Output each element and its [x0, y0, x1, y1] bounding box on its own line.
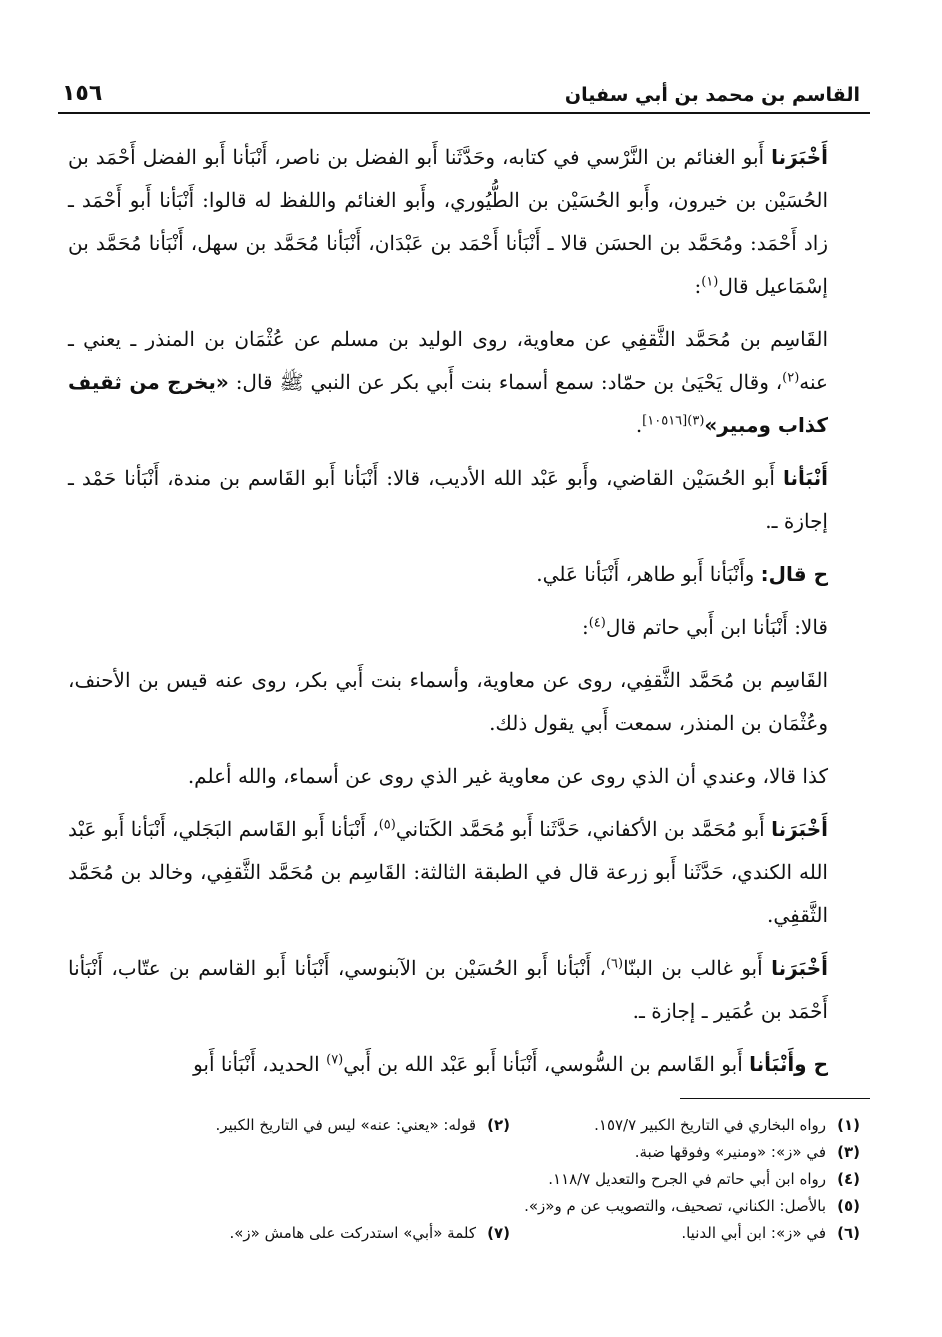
- footnote-number: (٦): [837, 1224, 860, 1242]
- page-number: ١٥٦: [62, 81, 103, 106]
- footnote-divider: [680, 1098, 870, 1099]
- paragraph-text: قالا: أَنْبَأنا ابن أَبي حاتم قال: [605, 615, 828, 639]
- paragraph-text: أَبو الحُسَيْن القاضي، وأَبو عَبْد الله الأديب، قالا: أَنْبَأنا أَبو القَاسم بن مندة، أَنْبَأنا حَمْد ـ إجازة ـ.: [68, 466, 828, 533]
- paragraph-lead: ح وأَنْبَأنا: [749, 1052, 828, 1076]
- paragraph-tail: .: [635, 413, 643, 437]
- footnote-row: [70, 1166, 860, 1193]
- footnote-text: قوله: «يعني: عنه» ليس في التاريخ الكبير.: [215, 1116, 476, 1134]
- footnote-number: (٥): [837, 1197, 860, 1215]
- paragraph-text: أَبو الغنائم بن النَّرْسي في كتابه، وحَدَّثَنا أَبو الفضل بن ناصر، أَنْبَأنا أَبو الفضل أَحْمَد بن الحُسَيْن بن خيرون، وأَبو الحُسَيْن بن الطُّيُوري، وأَبو الغنائم واللفظ له قالوا: أَنْبَأنا أَبو أَحْمَد ـ زاد أَحْمَد: ومُحَمَّد بن الحسَن قالا ـ أَنْبَأنا أَحْمَد بن عَبْدَان، أَنْبَأنا مُحَمَّد بن سهل، أَنْبَأنا مُحَمَّد بن إسْمَاعيل قال: [68, 145, 828, 298]
- footnote-6: [510, 1220, 860, 1247]
- running-head: [58, 70, 870, 114]
- paragraph-text-continued: ، أَنْبَأنا أَبو القَاسم البَجَلي، أَنْبَأنا أَبو عَبْد الله الكندي، حَدَّثَنا أَبو زرعة قال في الطبقة الثالثة: القَاسِم بن مُحَمَّد الثَّقفِي، وخالد بن مُحَمَّد الثَّقفِي.: [68, 817, 828, 927]
- paragraph-8: [68, 808, 862, 937]
- paragraph-5: [68, 606, 862, 649]
- paragraph-7: [68, 755, 862, 798]
- footnote-7: [160, 1220, 510, 1247]
- footnote-row: [70, 1112, 860, 1139]
- footnote-text: بالأصل: الكناني، تصحيف، والتصويب عن م و«ز».: [524, 1197, 826, 1215]
- paragraph-1: [68, 136, 862, 308]
- book-page: [58, 70, 870, 1300]
- paragraph-lead: أَنْبَأنا: [782, 466, 828, 490]
- footnote-2: [160, 1112, 510, 1139]
- paragraph-text: القَاسِم بن مُحَمَّد الثَّقفِي عن معاوية، روى الوليد بن مسلم عن عُثْمَان بن المنذر ـ يعني ـ عنه: [68, 327, 828, 394]
- footnote-number: (٢): [487, 1116, 510, 1134]
- footnote-marker: (٥): [378, 817, 396, 833]
- footnote-number: (٧): [487, 1224, 510, 1242]
- main-text: [58, 114, 870, 1086]
- paragraph-text: وأَنْبَأنا أَبو طاهر، أَنْبَأنا عَلي.: [536, 562, 761, 586]
- paragraph-text: أَبو غالب بن البنّا: [623, 956, 772, 980]
- paragraph-10: [68, 1043, 862, 1086]
- paragraph-text: أَبو مُحَمَّد بن الأكفاني، حَدَّثَنا أَبو مُحَمَّد الكَتاني: [395, 817, 772, 841]
- paragraph-4: [68, 553, 862, 596]
- footnote-marker: (٢): [782, 370, 800, 386]
- footnote-marker: (٤): [588, 615, 606, 631]
- footnote-4: [100, 1166, 860, 1193]
- paragraph-lead: أَخْبَرَنا: [771, 145, 828, 169]
- footnote-text: في «ز»: ابن أبي الدنيا.: [681, 1224, 826, 1242]
- footnote-number: (١): [837, 1116, 860, 1134]
- paragraph-lead: ح قال:: [760, 562, 828, 586]
- paragraph-lead: أَخْبَرَنا: [771, 956, 828, 980]
- running-title: القاسم بن محمد بن أبي سفيان: [564, 84, 860, 106]
- footnote-number: (٤): [837, 1170, 860, 1188]
- footnote-text: كلمة «أبي» استدركت على هامش «ز».: [229, 1224, 476, 1242]
- hadith-quote: «يخرج من ثقيف كذاب ومبير»: [68, 370, 828, 437]
- paragraph-text-continued: الحديد، أَنْبَأنا أَبو: [193, 1052, 327, 1076]
- footnote-row: [70, 1193, 860, 1220]
- paragraph-text-continued: ، وقال يَحْيَىٰ بن حمّاد: سمع أسماء بنت أَبي بكر عن النبي ﷺ قال:: [228, 370, 783, 394]
- paragraph-3: [68, 457, 862, 543]
- paragraph-tail: :: [581, 615, 589, 639]
- footnote-1: [510, 1112, 860, 1139]
- footnote-text: في «ز»: «ومنير» وفوقها ضبة.: [634, 1143, 826, 1161]
- paragraph-tail: :: [694, 274, 702, 298]
- footnote-5: [100, 1193, 860, 1220]
- footnote-text: رواه ابن أبي حاتم في الجرح والتعديل ١١٨/٧.: [548, 1170, 826, 1188]
- footnote-number: (٣): [837, 1143, 860, 1161]
- footnote-row: [70, 1139, 860, 1166]
- footnote-3: [100, 1139, 860, 1166]
- paragraph-text: كذا قالا، وعندي أن الذي روى عن معاوية غير الذي روى عن أسماء، والله أعلم.: [187, 764, 828, 788]
- paragraph-text: القَاسِم بن مُحَمَّد الثَّقفِي، روى عن معاوية، وأسماء بنت أَبي بكر، روى عنه قيس بن الأحنف، وعُثْمَان بن المنذر، سمعت أَبي يقول ذلك.: [68, 668, 828, 735]
- paragraph-text-continued: ، أَنْبَأنا أَبو الحُسَيْن بن الآبنوسي، أَنْبَأنا أَبو القاسم بن عتّاب، أَنْبَأنا أَحْمَد بن عُمَير ـ إجازة ـ.: [68, 956, 828, 1023]
- paragraph-6: [68, 659, 862, 745]
- paragraph-lead: أَخْبَرَنا: [771, 817, 828, 841]
- paragraph-2: [68, 318, 862, 447]
- paragraph-9: [68, 947, 862, 1033]
- footnote-marker: (٦): [605, 956, 624, 972]
- footnote-marker: (١): [701, 274, 719, 290]
- footnotes: [70, 1112, 860, 1247]
- footnote-marker: (٧): [326, 1052, 344, 1068]
- paragraph-text: أَبو القَاسم بن السُّوسي، أَنْبَأنا أَبو عَبْد الله بن أَبي: [343, 1052, 750, 1076]
- footnote-marker: (٣)[١٠٥١٦]: [642, 413, 705, 429]
- footnote-row: [70, 1220, 860, 1247]
- footnote-text: رواه البخاري في التاريخ الكبير ١٥٧/٧.: [594, 1116, 826, 1134]
